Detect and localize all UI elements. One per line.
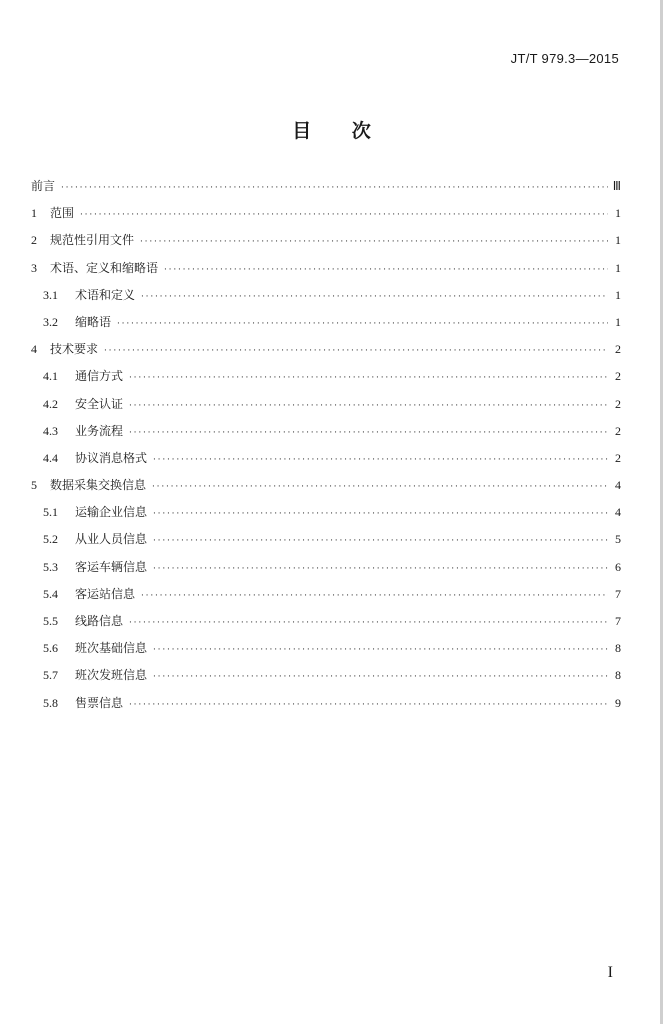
toc-entry[interactable] (31, 258, 621, 285)
standard-code: JT/T 979.3—2015 (510, 51, 619, 66)
toc-entry-number: 4.3 (43, 423, 58, 438)
toc-entry[interactable] (31, 366, 621, 393)
toc-entry[interactable] (31, 584, 621, 611)
toc-entry-title: 客运站信息 (75, 586, 136, 601)
toc-entry-title: 班次基础信息 (75, 641, 148, 656)
toc-entry-page: 2 (615, 342, 621, 357)
toc-entry-number: 5.4 (43, 586, 58, 601)
toc-entry-page: 6 (615, 559, 621, 574)
toc-entry[interactable] (31, 176, 621, 203)
toc-entry-title: 前言 (31, 179, 56, 193)
toc-entry-page: Ⅲ (612, 179, 621, 193)
toc-entry-page: 2 (615, 450, 621, 465)
toc-entry[interactable] (31, 557, 621, 584)
toc-entry-page: 4 (615, 478, 621, 493)
toc-dot-leader (153, 667, 608, 687)
toc-entry-title: 协议消息格式 (75, 450, 148, 465)
toc-entry-number: 4.4 (43, 450, 58, 465)
toc-entry-number: 5.8 (43, 695, 58, 710)
toc-entry-number: 5.2 (43, 532, 58, 547)
toc-entry-title: 数据采集交换信息 (50, 478, 147, 493)
toc-entry-number: 5.7 (43, 668, 58, 683)
toc-entry-title: 技术要求 (50, 342, 99, 357)
toc-entry[interactable] (31, 475, 621, 502)
toc-dot-leader (141, 586, 608, 606)
toc-entry-page: 1 (615, 206, 621, 221)
toc-dot-leader (129, 695, 608, 715)
toc-entry-number: 3 (31, 260, 37, 275)
toc-entry[interactable] (31, 394, 621, 421)
toc-entry-title: 术语和定义 (75, 287, 136, 302)
toc-entry[interactable] (31, 611, 621, 638)
toc-entry-number: 3.1 (43, 287, 58, 302)
toc-entry[interactable] (31, 230, 621, 257)
toc-entry-number: 5.6 (43, 641, 58, 656)
toc-entry-number: 4.2 (43, 396, 58, 411)
toc-dot-leader (117, 314, 608, 334)
toc-dot-leader (104, 341, 608, 361)
toc-entry[interactable] (31, 502, 621, 529)
page-title: 目 次 (292, 120, 371, 142)
toc-dot-leader (153, 640, 608, 660)
toc-entry-number: 5.3 (43, 559, 58, 574)
table-of-contents (31, 176, 621, 720)
toc-entry-page: 8 (615, 641, 621, 656)
toc-dot-leader (61, 178, 608, 198)
toc-entry[interactable] (31, 529, 621, 556)
toc-entry-number: 4 (31, 342, 37, 357)
toc-dot-leader (140, 232, 608, 252)
toc-entry-page: 8 (615, 668, 621, 683)
toc-entry[interactable] (31, 448, 621, 475)
toc-entry-title: 线路信息 (75, 614, 124, 628)
toc-entry[interactable] (31, 312, 621, 339)
toc-entry[interactable] (31, 339, 621, 366)
toc-dot-leader (153, 450, 608, 470)
toc-entry-page: 1 (615, 314, 621, 329)
toc-entry-title: 业务流程 (75, 423, 124, 438)
toc-entry[interactable] (31, 285, 621, 312)
toc-dot-leader (129, 423, 608, 443)
toc-entry[interactable] (31, 665, 621, 692)
toc-entry[interactable] (31, 693, 621, 720)
toc-entry-title: 从业人员信息 (75, 532, 148, 547)
toc-dot-leader (153, 531, 608, 551)
toc-entry-page: 5 (615, 532, 621, 547)
toc-entry-number: 5.5 (43, 614, 58, 628)
toc-entry-number: 1 (31, 206, 37, 221)
toc-entry-page: 1 (615, 260, 621, 275)
toc-entry-page: 1 (615, 233, 621, 248)
toc-entry-title: 术语、定义和缩略语 (50, 260, 159, 275)
page-number: I (607, 964, 613, 981)
toc-entry-number: 5 (31, 478, 37, 493)
toc-entry-page: 2 (615, 396, 621, 411)
toc-entry-title: 范围 (50, 206, 75, 221)
toc-entry-title: 安全认证 (75, 396, 124, 411)
toc-dot-leader (129, 368, 608, 388)
toc-entry-title: 客运车辆信息 (75, 559, 148, 574)
toc-entry[interactable] (31, 421, 621, 448)
toc-entry-title: 售票信息 (75, 695, 124, 710)
toc-entry-number: 2 (31, 233, 37, 248)
toc-dot-leader (80, 205, 608, 225)
toc-entry-number: 3.2 (43, 314, 58, 329)
toc-entry-page: 7 (615, 614, 621, 628)
toc-entry-title: 通信方式 (75, 369, 124, 384)
toc-dot-leader (153, 559, 608, 579)
toc-entry-page: 1 (615, 287, 621, 302)
toc-entry-title: 运输企业信息 (75, 505, 148, 520)
toc-dot-leader (129, 396, 608, 416)
toc-entry-number: 4.1 (43, 369, 58, 384)
toc-dot-leader (141, 287, 608, 307)
toc-entry[interactable] (31, 638, 621, 665)
toc-entry-title: 缩略语 (75, 314, 112, 329)
toc-entry-page: 4 (615, 505, 621, 520)
toc-entry-title: 规范性引用文件 (50, 233, 135, 248)
toc-entry-page: 9 (615, 695, 621, 710)
toc-dot-leader (164, 260, 608, 280)
toc-dot-leader (129, 613, 608, 633)
toc-entry[interactable] (31, 203, 621, 230)
toc-entry-page: 2 (615, 423, 621, 438)
toc-entry-page: 2 (615, 369, 621, 384)
toc-entry-number: 5.1 (43, 505, 58, 520)
toc-dot-leader (153, 504, 608, 524)
toc-entry-page: 7 (615, 586, 621, 601)
toc-dot-leader (152, 477, 608, 497)
toc-entry-title: 班次发班信息 (75, 668, 148, 683)
